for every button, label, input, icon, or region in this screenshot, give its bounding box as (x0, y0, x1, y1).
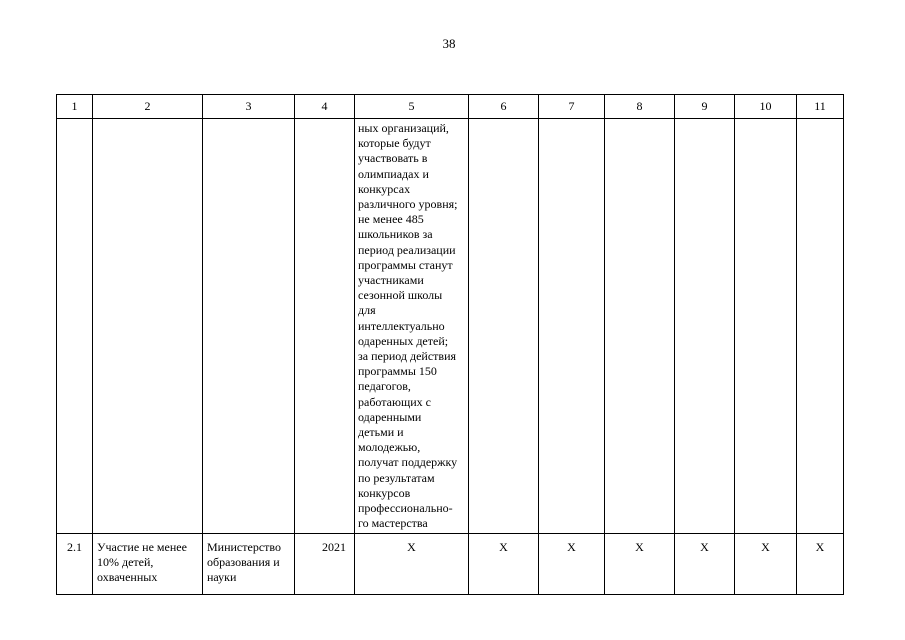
indicator-line: школьников за (358, 227, 433, 242)
header-col-4: 4 (295, 95, 355, 119)
x-mark-cell: Х (735, 534, 797, 595)
indicator-line: педагогов, (358, 379, 411, 394)
indicator-line: одаренными (358, 409, 422, 424)
header-col-10: 10 (735, 95, 797, 119)
indicator-line: программы станут (358, 257, 453, 272)
indicator-line: профессионально- (358, 501, 453, 516)
activity-line: 10% детей, (97, 555, 154, 570)
indicator-line: участвовать в (358, 151, 428, 166)
table-row-continuation (57, 119, 844, 534)
x-mark-cell: Х (797, 534, 844, 595)
indicator-description-cell (355, 119, 469, 534)
indicator-line: детьми и (358, 425, 404, 440)
indicator-line: олимпиадах и (358, 166, 429, 181)
executor-line: Министерство (207, 540, 281, 554)
header-col-5: 5 (355, 95, 469, 119)
cell-empty (797, 119, 844, 534)
indicator-line: интеллектуально (358, 318, 445, 333)
indicator-line: сезонной школы (358, 288, 443, 303)
cell-empty (735, 119, 797, 534)
header-col-8: 8 (605, 95, 675, 119)
indicator-line: период реализации (358, 242, 456, 257)
cell-empty (605, 119, 675, 534)
cell-empty (93, 119, 203, 534)
activity-name-cell (93, 534, 203, 595)
indicator-line: за период действия (358, 349, 457, 364)
cell-empty (469, 119, 539, 534)
x-mark-cell: Х (469, 534, 539, 595)
indicator-line: конкурсах (358, 181, 411, 196)
header-col-11: 11 (797, 95, 844, 119)
executor-line: науки (207, 570, 237, 585)
activity-line: охваченных (97, 570, 158, 585)
activity-line: Участие не менее (97, 540, 187, 554)
indicator-line: участниками (358, 273, 424, 288)
indicator-line: которые будут (358, 136, 431, 151)
header-col-9: 9 (675, 95, 735, 119)
x-mark-cell: Х (675, 534, 735, 595)
indicator-line: конкурсов (358, 485, 411, 500)
program-table (56, 94, 844, 595)
indicator-line: го мастерства (358, 516, 428, 531)
indicator-line: для (358, 303, 376, 318)
indicator-line: работающих с (358, 394, 431, 409)
cell-empty (539, 119, 605, 534)
cell-empty (675, 119, 735, 534)
table-header-row (57, 95, 844, 119)
x-mark-cell: Х (605, 534, 675, 595)
indicator-line: ных организаций, (358, 121, 449, 135)
indicator-line: молодежью, (358, 440, 421, 455)
indicator-line: различного уровня; (358, 197, 458, 212)
header-col-3: 3 (203, 95, 295, 119)
header-col-7: 7 (539, 95, 605, 119)
cell-empty (203, 119, 295, 534)
indicator-line: не менее 485 (358, 212, 424, 227)
indicator-line: получат поддержку (358, 455, 458, 470)
indicator-line: одаренных детей; (358, 333, 449, 348)
cell-empty (57, 119, 93, 534)
indicator-line: программы 150 (358, 364, 437, 379)
header-col-2: 2 (93, 95, 203, 119)
page-number: 38 (442, 36, 456, 51)
table-row-2-1 (57, 534, 844, 595)
x-mark-cell: Х (539, 534, 605, 595)
header-col-6: 6 (469, 95, 539, 119)
executor-cell (203, 534, 295, 595)
year-cell: 2021 (295, 534, 355, 595)
cell-empty (295, 119, 355, 534)
x-mark-cell: Х (355, 534, 469, 595)
header-col-1: 1 (57, 95, 93, 119)
indicator-line: по результатам (358, 470, 435, 485)
executor-line: образования и (207, 555, 280, 570)
row-number: 2.1 (57, 534, 93, 595)
